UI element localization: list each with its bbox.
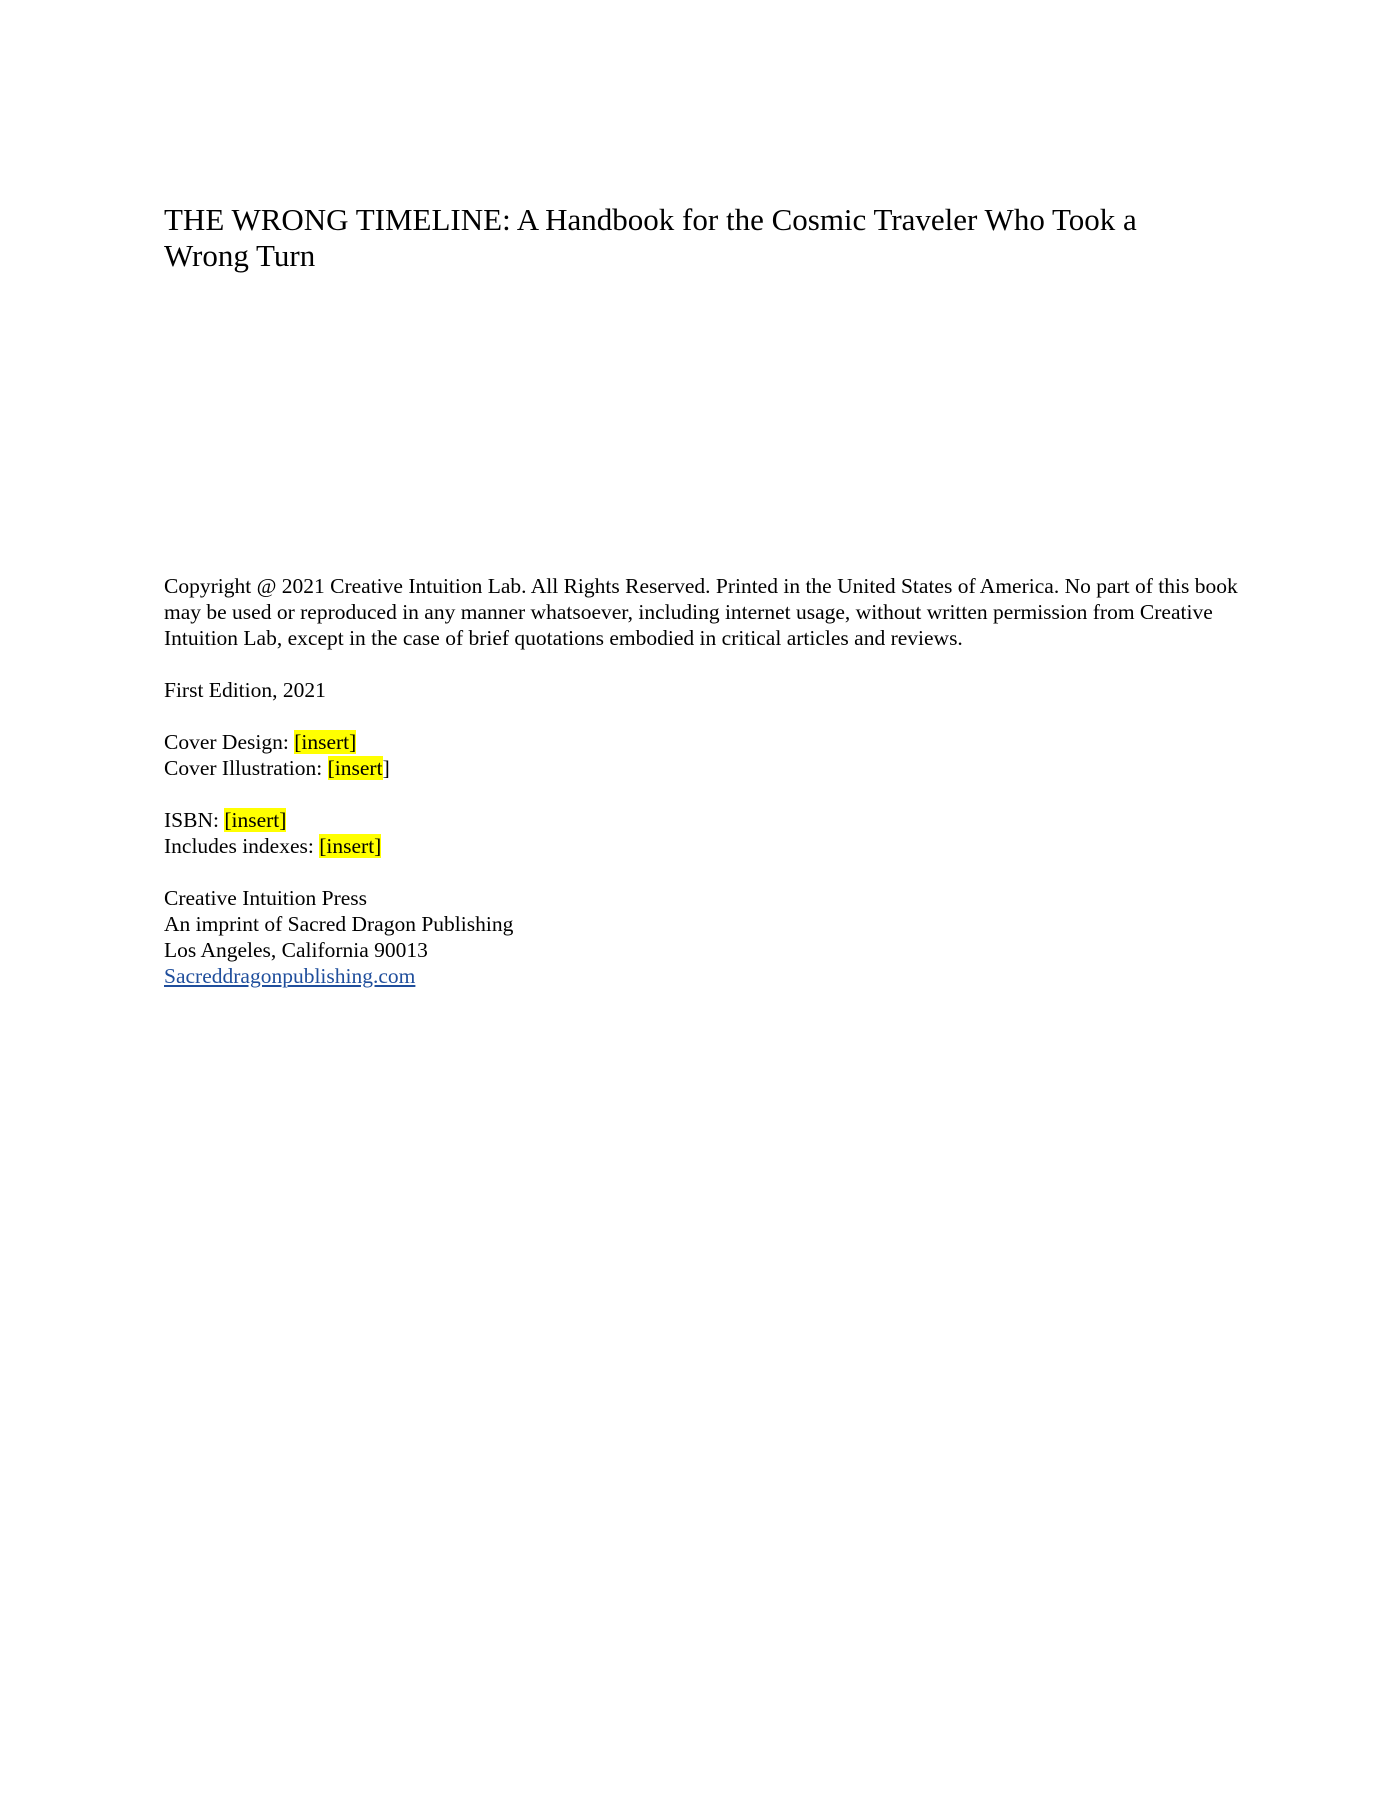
copyright-notice: Copyright @ 2021 Creative Intuition Lab. All Rights Reserved. Printed in the United States of America. No part of this book may be used or reproduced in any manner whatsoever, including internet usage, without written permission from Creative Intuition Lab, except in the case of brief quotations embodied in critical articles and reviews. [164, 574, 1238, 650]
cover-illustration-line [164, 755, 1244, 781]
publisher-block [164, 885, 1244, 989]
isbn-label: ISBN: [164, 808, 225, 832]
cover-credits [164, 729, 1244, 781]
cover-illustration-suffix: ] [382, 756, 390, 780]
publisher-imprint: An imprint of Sacred Dragon Publishing [164, 912, 514, 936]
cover-design-placeholder: [insert] [294, 730, 357, 754]
copyright-page-body [164, 573, 1244, 1015]
publisher-name: Creative Intuition Press [164, 886, 368, 910]
indexes-placeholder: [insert] [319, 834, 382, 858]
cover-illustration-placeholder: [insert [327, 756, 383, 780]
publisher-address: Los Angeles, California 90013 [164, 938, 428, 962]
indexes-label: Includes indexes: [164, 834, 320, 858]
indexes-line [164, 833, 1244, 859]
isbn-line [164, 807, 1244, 833]
cover-design-line [164, 729, 1244, 755]
cover-design-label: Cover Design: [164, 730, 295, 754]
edition-line: First Edition, 2021 [164, 678, 326, 702]
isbn-block [164, 807, 1244, 859]
publisher-website-link[interactable]: Sacreddragonpublishing.com [164, 964, 416, 988]
book-title: THE WRONG TIMELINE: A Handbook for the Cosmic Traveler Who Took a Wrong Turn [164, 202, 1137, 273]
isbn-placeholder: [insert] [224, 808, 287, 832]
cover-illustration-label: Cover Illustration: [164, 756, 328, 780]
